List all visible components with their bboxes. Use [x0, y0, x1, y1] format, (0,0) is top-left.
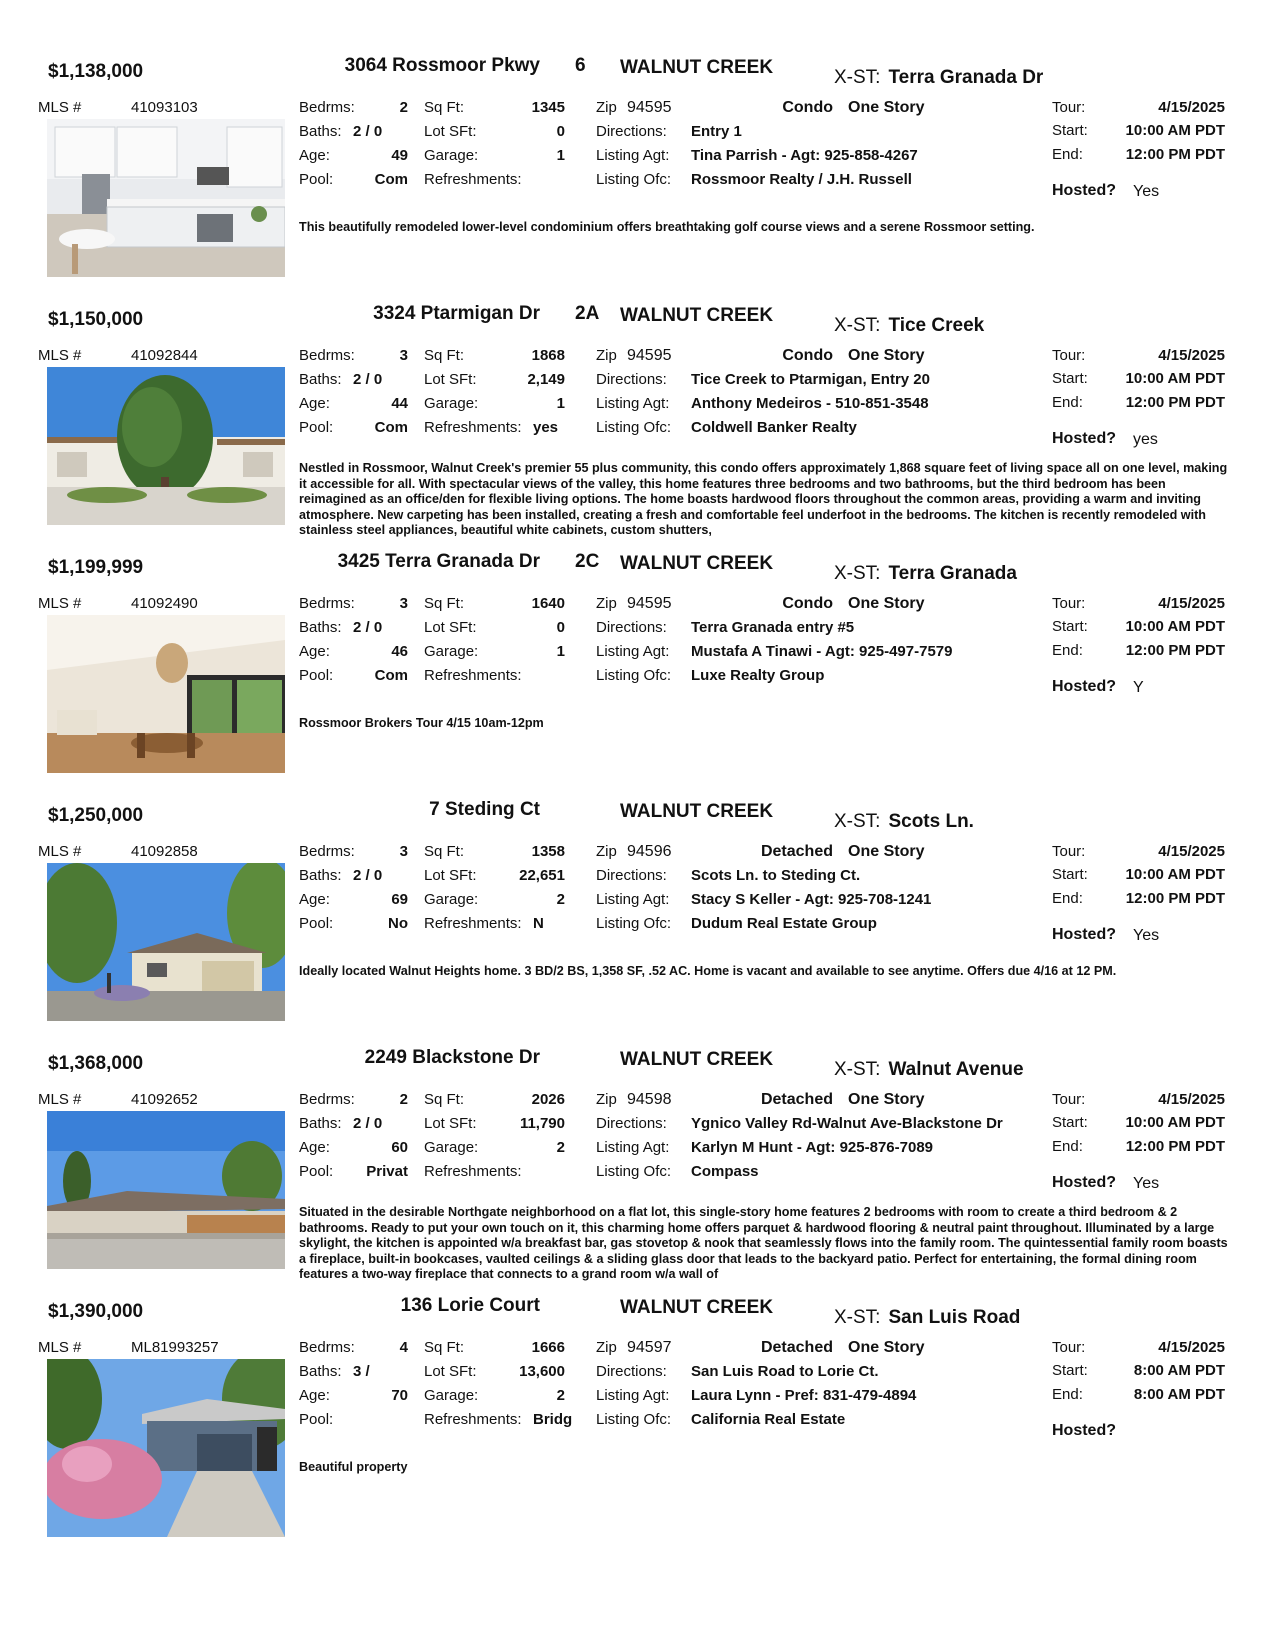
lotsft-label: Lot SFt: [424, 1363, 477, 1380]
garage-label: Garage: [424, 147, 479, 164]
bedrms-value: 3 [399, 595, 408, 612]
agent-value: Stacy S Keller - Agt: 925-708-1241 [691, 891, 932, 908]
hosted-label: Hosted? [1052, 926, 1116, 943]
start-value: 8:00 AM PDT [1133, 1362, 1225, 1379]
age-label: Age: [299, 1139, 330, 1156]
garage-value: 2 [556, 1139, 565, 1156]
garage-value: 1 [556, 395, 565, 412]
start-label: Start: [1052, 618, 1088, 635]
garage-value: 1 [556, 643, 565, 660]
stories: One Story [848, 1339, 925, 1356]
listing-agt-label: Listing Agt: [596, 643, 670, 660]
listing-photo [47, 367, 285, 525]
mls-number: 41092844 [131, 347, 198, 364]
refreshments-label: Refreshments: [424, 667, 522, 684]
lotsft-label: Lot SFt: [424, 619, 477, 636]
lotsft-value: 0 [556, 619, 565, 636]
sqft-label: Sq Ft: [424, 843, 465, 860]
unit-number: 2A [575, 303, 600, 324]
cross-street-value: Tice Creek [888, 315, 985, 336]
tour-value: 4/15/2025 [1158, 99, 1225, 116]
directions-value: Scots Ln. to Steding Ct. [691, 867, 861, 884]
office-value: Coldwell Banker Realty [691, 419, 857, 436]
property-type: Detached [760, 843, 833, 860]
mls-label: MLS # [38, 99, 82, 116]
unit-number: 6 [575, 55, 586, 76]
refreshments-value: yes [533, 419, 559, 436]
sqft-value: 1345 [531, 99, 565, 116]
pool-value: Com [374, 667, 408, 684]
hosted-label: Hosted? [1052, 678, 1116, 695]
cross-street [834, 67, 1043, 89]
listing-photo [47, 119, 285, 277]
street-address: 3425 Terra Granada Dr [337, 551, 540, 572]
bedrms-value: 2 [399, 99, 408, 116]
end-value: 12:00 PM PDT [1125, 394, 1225, 411]
sqft-label: Sq Ft: [424, 1339, 465, 1356]
listing-card [0, 551, 1275, 811]
zip-label: Zip [596, 595, 617, 612]
baths-value: 2 / 0 [353, 1115, 383, 1132]
age-label: Age: [299, 643, 330, 660]
zip-value: 94597 [627, 1339, 672, 1356]
baths-value: 2 / 0 [353, 867, 383, 884]
start-value: 10:00 AM PDT [1125, 866, 1225, 883]
zip-label: Zip [596, 1091, 617, 1108]
pool-value: No [388, 915, 408, 932]
start-value: 10:00 AM PDT [1125, 370, 1225, 387]
lotsft-label: Lot SFt: [424, 123, 477, 140]
baths-label: Baths: [299, 867, 342, 884]
zip-value: 94596 [627, 843, 672, 860]
hosted-value: Yes [1133, 927, 1160, 944]
agent-value: Karlyn M Hunt - Agt: 925-876-7089 [691, 1139, 934, 1156]
mls-label: MLS # [38, 595, 82, 612]
cross-street [834, 811, 974, 833]
cross-street-label: X-ST: [834, 811, 881, 832]
agent-value: Tina Parrish - Agt: 925-858-4267 [691, 147, 918, 164]
listing-photo [47, 1111, 285, 1269]
garage-label: Garage: [424, 891, 479, 908]
pool-value: Com [374, 419, 408, 436]
hosted-value: yes [1133, 431, 1158, 448]
sqft-value: 1666 [531, 1339, 565, 1356]
garage-label: Garage: [424, 1139, 479, 1156]
start-value: 10:00 AM PDT [1125, 122, 1225, 139]
sqft-value: 1868 [531, 347, 565, 364]
hosted-value: Yes [1133, 183, 1160, 200]
mls-number: 41092490 [131, 595, 198, 612]
listing-description: This beautifully remodeled lower-level condominium offers breathtaking golf course views and a serene Rossmoor setting. [299, 220, 1035, 234]
city-name: WALNUT CREEK [620, 57, 774, 78]
age-value: 70 [391, 1387, 408, 1404]
listing-ofc-label: Listing Ofc: [596, 171, 672, 188]
street-address: 136 Lorie Court [400, 1295, 540, 1316]
refreshments-label: Refreshments: [424, 915, 522, 932]
bedrms-label: Bedrms: [299, 1339, 355, 1356]
baths-label: Baths: [299, 1115, 342, 1132]
property-type: Detached [760, 1091, 833, 1108]
cross-street-label: X-ST: [834, 1059, 881, 1080]
age-label: Age: [299, 395, 330, 412]
directions-label: Directions: [596, 371, 667, 388]
mls-number: 41092652 [131, 1091, 198, 1108]
hosted-label: Hosted? [1052, 430, 1116, 447]
office-value: Compass [691, 1163, 759, 1180]
directions-label: Directions: [596, 867, 667, 884]
tour-label: Tour: [1052, 347, 1086, 364]
listing-card [0, 55, 1275, 315]
baths-label: Baths: [299, 123, 342, 140]
age-value: 46 [391, 643, 408, 660]
mls-label: MLS # [38, 347, 82, 364]
pool-label: Pool: [299, 1411, 334, 1428]
office-value: Dudum Real Estate Group [691, 915, 877, 932]
property-type: Condo [782, 347, 833, 364]
cross-street [834, 1307, 1020, 1329]
baths-label: Baths: [299, 1363, 342, 1380]
listing-price: $1,150,000 [48, 309, 144, 330]
cross-street-value: Walnut Avenue [888, 1059, 1024, 1080]
sqft-label: Sq Ft: [424, 1091, 465, 1108]
bedrms-label: Bedrms: [299, 1091, 355, 1108]
listing-card [0, 1047, 1275, 1307]
lotsft-value: 0 [556, 123, 565, 140]
start-label: Start: [1052, 1114, 1088, 1131]
age-value: 44 [391, 395, 408, 412]
directions-label: Directions: [596, 1115, 667, 1132]
directions-value: San Luis Road to Lorie Ct. [691, 1363, 879, 1380]
start-label: Start: [1052, 122, 1088, 139]
lotsft-label: Lot SFt: [424, 1115, 477, 1132]
listing-card [0, 303, 1275, 563]
end-value: 12:00 PM PDT [1125, 642, 1225, 659]
garage-label: Garage: [424, 643, 479, 660]
lotsft-value: 2,149 [527, 371, 565, 388]
cross-street-label: X-ST: [834, 315, 881, 336]
cross-street-label: X-ST: [834, 563, 881, 584]
bedrms-label: Bedrms: [299, 99, 355, 116]
bedrms-label: Bedrms: [299, 595, 355, 612]
cross-street-value: Terra Granada [888, 563, 1017, 584]
zip-label: Zip [596, 843, 617, 860]
directions-label: Directions: [596, 1363, 667, 1380]
end-value: 12:00 PM PDT [1125, 146, 1225, 163]
listing-card [0, 799, 1275, 1059]
mls-label: MLS # [38, 843, 82, 860]
agent-value: Anthony Medeiros - 510-851-3548 [691, 395, 929, 412]
pool-label: Pool: [299, 419, 334, 436]
age-label: Age: [299, 147, 330, 164]
garage-label: Garage: [424, 395, 479, 412]
start-value: 10:00 AM PDT [1125, 1114, 1225, 1131]
tour-value: 4/15/2025 [1158, 595, 1225, 612]
lotsft-value: 11,790 [519, 1115, 565, 1132]
tour-value: 4/15/2025 [1158, 1091, 1225, 1108]
zip-label: Zip [596, 1339, 617, 1356]
refreshments-label: Refreshments: [424, 171, 522, 188]
agent-value: Laura Lynn - Pref: 831-479-4894 [691, 1387, 917, 1404]
zip-value: 94595 [627, 99, 672, 116]
sqft-label: Sq Ft: [424, 347, 465, 364]
refreshments-value: Bridg [533, 1411, 573, 1428]
garage-value: 2 [556, 891, 565, 908]
end-label: End: [1052, 890, 1083, 907]
listing-description: Nestled in Rossmoor, Walnut Creek's premier 55 plus community, this condo offers approximately 1,868 square feet of living space all on one level, making it accessible for all. With spectacular views of the valley, this home features three bedrooms and two bathrooms, but the third bedroom has been reimagined as an office/den for flexible living options. The home boasts hardwood floors throughout the common areas, providing a warm and inviting atmosphere. New carpeting has been installed, creating a fresh and comfortable feel underfoot in the bedrooms. The kitchen is recently remodeled with stainless steel appliances, beautiful white cabinets, custom shutters, [299, 461, 1228, 538]
tour-value: 4/15/2025 [1158, 347, 1225, 364]
refreshments-label: Refreshments: [424, 419, 522, 436]
tour-value: 4/15/2025 [1158, 843, 1225, 860]
listing-agt-label: Listing Agt: [596, 891, 670, 908]
lotsft-label: Lot SFt: [424, 867, 477, 884]
property-type: Condo [782, 99, 833, 116]
cross-street-label: X-ST: [834, 1307, 881, 1328]
listing-ofc-label: Listing Ofc: [596, 1411, 672, 1428]
mls-label: MLS # [38, 1091, 82, 1108]
tour-label: Tour: [1052, 99, 1086, 116]
zip-value: 94595 [627, 595, 672, 612]
age-label: Age: [299, 1387, 330, 1404]
listing-agt-label: Listing Agt: [596, 1139, 670, 1156]
tour-label: Tour: [1052, 1091, 1086, 1108]
directions-value: Terra Granada entry #5 [691, 619, 855, 636]
mls-label: MLS # [38, 1339, 82, 1356]
listing-card [0, 1295, 1275, 1555]
agent-value: Mustafa A Tinawi - Agt: 925-497-7579 [691, 643, 953, 660]
city-name: WALNUT CREEK [620, 1049, 774, 1070]
stories: One Story [848, 595, 925, 612]
street-address: 7 Steding Ct [429, 799, 540, 820]
directions-value: Tice Creek to Ptarmigan, Entry 20 [691, 371, 930, 388]
listing-photo [47, 615, 285, 773]
lotsft-value: 13,600 [519, 1363, 565, 1380]
start-label: Start: [1052, 1362, 1088, 1379]
directions-value: Entry 1 [691, 123, 742, 140]
start-label: Start: [1052, 370, 1088, 387]
listing-description: Beautiful property [299, 1460, 408, 1474]
age-value: 69 [391, 891, 408, 908]
pool-value: Privat [366, 1163, 408, 1180]
sqft-label: Sq Ft: [424, 99, 465, 116]
tour-label: Tour: [1052, 843, 1086, 860]
pool-label: Pool: [299, 1163, 334, 1180]
city-name: WALNUT CREEK [620, 305, 774, 326]
zip-label: Zip [596, 99, 617, 116]
office-value: California Real Estate [691, 1411, 846, 1428]
zip-value: 94595 [627, 347, 672, 364]
hosted-label: Hosted? [1052, 182, 1116, 199]
pool-label: Pool: [299, 915, 334, 932]
listing-ofc-label: Listing Ofc: [596, 1163, 672, 1180]
start-label: Start: [1052, 866, 1088, 883]
listing-agt-label: Listing Agt: [596, 1387, 670, 1404]
listing-ofc-label: Listing Ofc: [596, 667, 672, 684]
age-value: 49 [391, 147, 408, 164]
listing-description: Rossmoor Brokers Tour 4/15 10am-12pm [299, 716, 544, 730]
baths-label: Baths: [299, 619, 342, 636]
stories: One Story [848, 1091, 925, 1108]
listing-ofc-label: Listing Ofc: [596, 915, 672, 932]
end-value: 12:00 PM PDT [1125, 890, 1225, 907]
stories: One Story [848, 843, 925, 860]
city-name: WALNUT CREEK [620, 553, 774, 574]
property-type: Detached [760, 1339, 833, 1356]
listing-price: $1,199,999 [48, 557, 144, 578]
city-name: WALNUT CREEK [620, 801, 774, 822]
pool-value: Com [374, 171, 408, 188]
stories: One Story [848, 99, 925, 116]
mls-number: 41093103 [131, 99, 198, 116]
cross-street [834, 563, 1017, 585]
city-name: WALNUT CREEK [620, 1297, 774, 1318]
baths-label: Baths: [299, 371, 342, 388]
end-label: End: [1052, 642, 1083, 659]
listing-ofc-label: Listing Ofc: [596, 419, 672, 436]
property-type: Condo [782, 595, 833, 612]
end-label: End: [1052, 394, 1083, 411]
bedrms-value: 3 [399, 347, 408, 364]
cross-street-value: San Luis Road [888, 1307, 1021, 1328]
bedrms-value: 3 [399, 843, 408, 860]
end-value: 8:00 AM PDT [1133, 1386, 1225, 1403]
hosted-value: Y [1133, 679, 1144, 696]
listing-agt-label: Listing Agt: [596, 395, 670, 412]
mls-number: 41092858 [131, 843, 198, 860]
zip-value: 94598 [627, 1091, 672, 1108]
bedrms-label: Bedrms: [299, 843, 355, 860]
garage-value: 2 [556, 1387, 565, 1404]
directions-label: Directions: [596, 123, 667, 140]
baths-value: 2 / 0 [353, 123, 383, 140]
hosted-label: Hosted? [1052, 1422, 1116, 1439]
listing-agt-label: Listing Agt: [596, 147, 670, 164]
tour-label: Tour: [1052, 1339, 1086, 1356]
pool-label: Pool: [299, 171, 334, 188]
street-address: 2249 Blackstone Dr [364, 1047, 540, 1068]
mls-number: ML81993257 [131, 1339, 219, 1356]
baths-value: 2 / 0 [353, 619, 383, 636]
cross-street-label: X-ST: [834, 67, 881, 88]
lotsft-value: 22,651 [519, 867, 565, 884]
listing-description: Ideally located Walnut Heights home. 3 BD/2 BS, 1,358 SF, .52 AC. Home is vacant and available to see anytime. Offers due 4/16 at 12 PM. [299, 964, 1117, 978]
bedrms-value: 2 [399, 1091, 408, 1108]
office-value: Rossmoor Realty / J.H. Russell [691, 171, 912, 188]
sqft-label: Sq Ft: [424, 595, 465, 612]
baths-value: 2 / 0 [353, 371, 383, 388]
sqft-value: 1640 [531, 595, 565, 612]
age-value: 60 [391, 1139, 408, 1156]
cross-street-value: Scots Ln. [888, 811, 974, 832]
refreshments-label: Refreshments: [424, 1411, 522, 1428]
start-value: 10:00 AM PDT [1125, 618, 1225, 635]
end-label: End: [1052, 1386, 1083, 1403]
sqft-value: 1358 [531, 843, 565, 860]
tour-label: Tour: [1052, 595, 1086, 612]
cross-street-value: Terra Granada Dr [888, 67, 1044, 88]
hosted-value: Yes [1133, 1175, 1160, 1192]
end-label: End: [1052, 146, 1083, 163]
stories: One Story [848, 347, 925, 364]
sqft-value: 2026 [531, 1091, 565, 1108]
office-value: Luxe Realty Group [691, 667, 825, 684]
unit-number: 2C [575, 551, 600, 572]
pool-label: Pool: [299, 667, 334, 684]
cross-street [834, 315, 984, 337]
tour-value: 4/15/2025 [1158, 1339, 1225, 1356]
end-value: 12:00 PM PDT [1125, 1138, 1225, 1155]
refreshments-label: Refreshments: [424, 1163, 522, 1180]
listing-price: $1,390,000 [48, 1301, 144, 1322]
lotsft-label: Lot SFt: [424, 371, 477, 388]
listing-photo [47, 1359, 285, 1537]
street-address: 3324 Ptarmigan Dr [373, 303, 540, 324]
listing-price: $1,138,000 [48, 61, 144, 82]
garage-label: Garage: [424, 1387, 479, 1404]
listing-description: Situated in the desirable Northgate neighborhood on a flat lot, this single-story home features 2 bedrooms with room to create a third bedroom & 2 bathrooms. Ready to put your own touch on it, this charming home offers parquet & hardwood flooring & neutral paint throughout. Illuminated by a large skylight, the kitchen is appointed w/a breakfast bar, gas stovetop & nook that seamlessly flows into the family room. The quintessential family room boasts a fireplace, built-in bookcases, vaulted ceilings & a sliding glass door that leads to the backyard patio. Perfect for entertaining, the formal dining room features a two-way fireplace that connects to a grand room w/a wall of [299, 1205, 1228, 1282]
garage-value: 1 [556, 147, 565, 164]
hosted-label: Hosted? [1052, 1174, 1116, 1191]
directions-label: Directions: [596, 619, 667, 636]
listing-price: $1,250,000 [48, 805, 144, 826]
cross-street [834, 1059, 1024, 1081]
refreshments-value: N [533, 915, 544, 932]
end-label: End: [1052, 1138, 1083, 1155]
directions-value: Ygnico Valley Rd-Walnut Ave-Blackstone Dr [691, 1115, 1003, 1132]
listing-price: $1,368,000 [48, 1053, 144, 1074]
bedrms-value: 4 [399, 1339, 408, 1356]
bedrms-label: Bedrms: [299, 347, 355, 364]
age-label: Age: [299, 891, 330, 908]
listing-photo [47, 863, 285, 1021]
street-address: 3064 Rossmoor Pkwy [344, 55, 540, 76]
zip-label: Zip [596, 347, 617, 364]
baths-value: 3 / [353, 1363, 370, 1380]
